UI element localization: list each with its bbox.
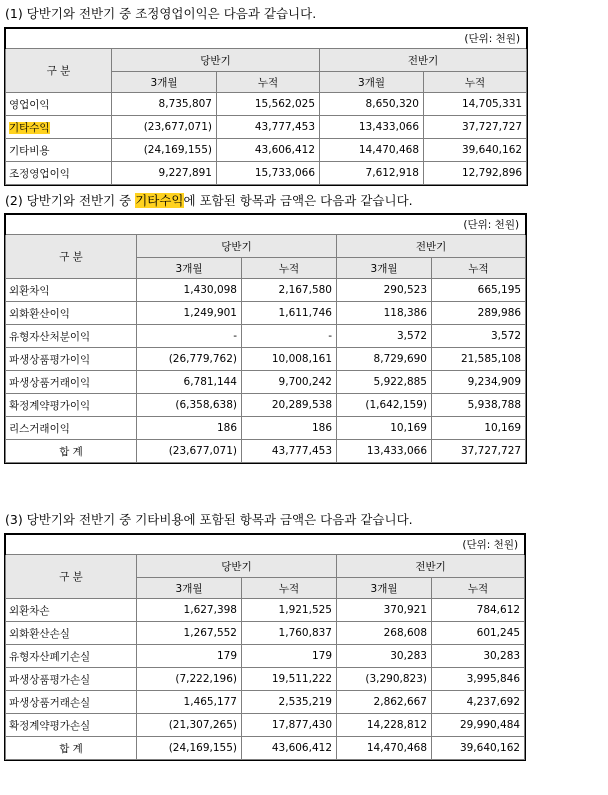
section3-title: (3) 당반기와 전반기 중 기타비용에 포함된 항목과 금액은 다음과 같습니다. [5,512,413,527]
cell-value: 2,862,667 [337,691,432,714]
cell-value: 289,986 [432,302,526,325]
three-months-header: 3개월 [112,72,217,93]
cell-value: 118,386 [337,302,432,325]
cell-value: (1,642,159) [337,394,432,417]
cumulative-header: 누적 [432,258,526,279]
three-months-header: 3개월 [137,578,242,599]
cell-value: 12,792,896 [424,162,527,185]
cell-value: (26,779,762) [137,348,242,371]
section2-title [5,193,413,209]
cell-value: 3,572 [337,325,432,348]
row-label: 파생상품평가손실 [6,668,137,691]
cell-value: 3,995,846 [432,668,525,691]
total-label: 합 계 [6,737,137,760]
row-label: 기타비용 [6,139,112,162]
cell-value: 9,234,909 [432,371,526,394]
cell-value: 39,640,162 [424,139,527,162]
category-header: 구 분 [6,235,137,279]
cell-value: 5,938,788 [432,394,526,417]
cell-value: 2,535,219 [242,691,337,714]
table-row [6,93,527,116]
cell-value: (3,290,823) [337,668,432,691]
table-row [6,714,525,737]
cell-value: 1,465,177 [137,691,242,714]
cell-value: (24,169,155) [112,139,217,162]
table-row [6,371,526,394]
cell-value: 665,195 [432,279,526,302]
cell-value: 1,921,525 [242,599,337,622]
cell-value: 9,227,891 [112,162,217,185]
table-row [6,325,526,348]
other-income-table [5,214,526,463]
cell-value: 4,237,692 [432,691,525,714]
row-label: 조정영업이익 [6,162,112,185]
cell-value: 179 [242,645,337,668]
cell-value: 29,990,484 [432,714,525,737]
row-label: 파생상품평가이익 [6,348,137,371]
cell-value: 1,611,746 [242,302,337,325]
cell-value: 15,733,066 [217,162,320,185]
row-label: 영업이익 [6,93,112,116]
three-months-header: 3개월 [137,258,242,279]
table-row [6,599,525,622]
title-text: (2) 당반기와 전반기 중 [5,193,136,208]
cell-value: 1,430,098 [137,279,242,302]
prior-half-header: 전반기 [337,235,526,258]
adjusted-operating-income-table [5,28,527,185]
row-label: 유형자산처분이익 [6,325,137,348]
cell-value: 21,585,108 [432,348,526,371]
cell-value: (6,358,638) [137,394,242,417]
cumulative-header: 누적 [217,72,320,93]
cell-value: 290,523 [337,279,432,302]
prior-half-header: 전반기 [337,555,525,578]
unit-label: (단위: 천원) [6,215,526,235]
cell-value: 14,228,812 [337,714,432,737]
row-label: 외환차손 [6,599,137,622]
cell-value: 370,921 [337,599,432,622]
table-row [6,116,527,139]
other-expenses-table [5,534,525,760]
table-row [6,645,525,668]
section1-title: (1) 당반기와 전반기 중 조정영업이익은 다음과 같습니다. [5,6,317,21]
total-label: 합 계 [6,440,137,463]
row-label: 유형자산폐기손실 [6,645,137,668]
cell-value: 8,650,320 [320,93,424,116]
cumulative-header: 누적 [242,578,337,599]
cell-value: 601,245 [432,622,525,645]
row-label: 확정계약평가이익 [6,394,137,417]
table-row [6,622,525,645]
cell-value: 10,169 [432,417,526,440]
three-months-header: 3개월 [337,578,432,599]
table-row [6,348,526,371]
table-row [6,139,527,162]
cell-value: 39,640,162 [432,737,525,760]
cell-value: - [242,325,337,348]
title-text: 에 포함된 항목과 금액은 다음과 같습니다. [183,193,413,208]
cell-value: 186 [137,417,242,440]
cumulative-header: 누적 [424,72,527,93]
cell-value: 1,760,837 [242,622,337,645]
cell-value: 8,729,690 [337,348,432,371]
cell-value: 2,167,580 [242,279,337,302]
cell-value: 13,433,066 [337,440,432,463]
table-row [6,302,526,325]
cell-value: 43,777,453 [242,440,337,463]
total-row [6,737,525,760]
cumulative-header: 누적 [242,258,337,279]
cell-value: 43,606,412 [217,139,320,162]
row-label: 외화환산손실 [6,622,137,645]
cell-value: 9,700,242 [242,371,337,394]
table-row [6,417,526,440]
cell-value: 17,877,430 [242,714,337,737]
current-half-header: 당반기 [112,49,320,72]
cell-value: 14,470,468 [337,737,432,760]
cell-value: 5,922,885 [337,371,432,394]
category-header: 구 분 [6,49,112,93]
cell-value: - [137,325,242,348]
cell-value: 14,705,331 [424,93,527,116]
cell-value: 7,612,918 [320,162,424,185]
cell-value: 179 [137,645,242,668]
cell-value: 186 [242,417,337,440]
cell-value: (23,677,071) [112,116,217,139]
cell-value: 10,169 [337,417,432,440]
table-row [6,394,526,417]
unit-label: (단위: 천원) [6,29,527,49]
cell-value: 3,572 [432,325,526,348]
row-label: 파생상품거래손실 [6,691,137,714]
total-row [6,440,526,463]
cell-value: 37,727,727 [432,440,526,463]
cell-value: 1,249,901 [137,302,242,325]
cell-value: 43,777,453 [217,116,320,139]
highlighted-term: 기타수익 [135,193,184,208]
prior-half-header: 전반기 [320,49,527,72]
cell-value: 268,608 [337,622,432,645]
cell-value: (21,307,265) [137,714,242,737]
table-row [6,162,527,185]
cell-value: 14,470,468 [320,139,424,162]
cell-value: 13,433,066 [320,116,424,139]
cell-value: 8,735,807 [112,93,217,116]
cell-value: 30,283 [337,645,432,668]
current-half-header: 당반기 [137,555,337,578]
three-months-header: 3개월 [320,72,424,93]
row-label: 리스거래이익 [6,417,137,440]
cell-value: 30,283 [432,645,525,668]
table-row [6,279,526,302]
cell-value: (7,222,196) [137,668,242,691]
category-header: 구 분 [6,555,137,599]
cell-value: 43,606,412 [242,737,337,760]
cell-value: 784,612 [432,599,525,622]
row-label [6,116,112,139]
cell-value: 19,511,222 [242,668,337,691]
cell-value: 1,267,552 [137,622,242,645]
cell-value: 1,627,398 [137,599,242,622]
table-row [6,691,525,714]
current-half-header: 당반기 [137,235,337,258]
cell-value: 6,781,144 [137,371,242,394]
unit-label: (단위: 천원) [6,535,525,555]
three-months-header: 3개월 [337,258,432,279]
table-row [6,668,525,691]
cell-value: (23,677,071) [137,440,242,463]
row-label: 파생상품거래이익 [6,371,137,394]
cell-value: 20,289,538 [242,394,337,417]
row-label: 확정계약평가손실 [6,714,137,737]
highlighted-label: 기타수익 [9,121,50,134]
cumulative-header: 누적 [432,578,525,599]
cell-value: 37,727,727 [424,116,527,139]
cell-value: 15,562,025 [217,93,320,116]
row-label: 외환차익 [6,279,137,302]
row-label: 외화환산이익 [6,302,137,325]
cell-value: 10,008,161 [242,348,337,371]
cell-value: (24,169,155) [137,737,242,760]
